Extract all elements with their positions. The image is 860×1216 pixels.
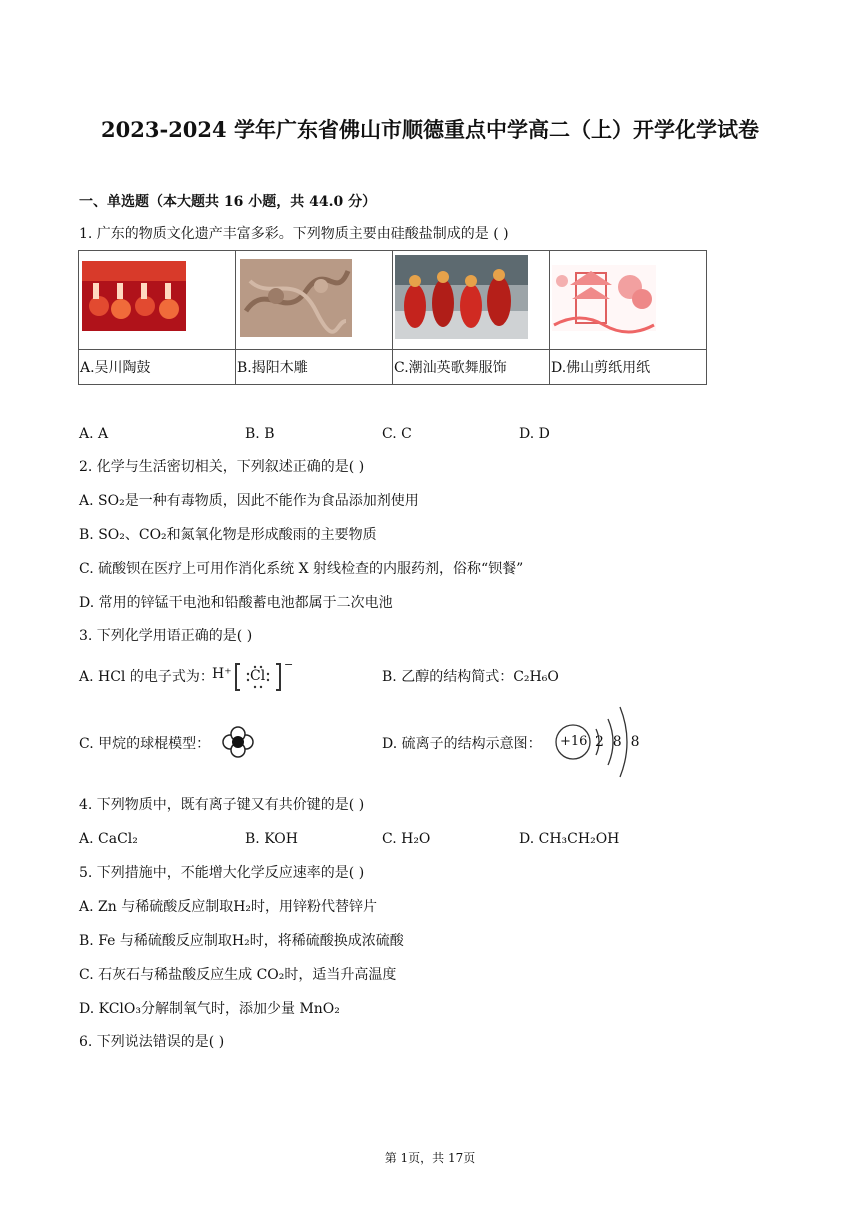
q5-option-a: A. Zn 与稀硫酸反应制取H₂时，用锌粉代替锌片 [79, 899, 378, 915]
lewis-charge: − [284, 658, 294, 671]
q2-option-a: A. SO₂是一种有毒物质，因此不能作为食品添加剂使用 [79, 493, 419, 509]
image-cell-d [550, 251, 707, 350]
exam-title: 2023-2024 学年广东省佛山市顺德重点中学高二（上）开学化学试卷 [101, 117, 759, 142]
q1-option-d: D. D [519, 426, 550, 442]
q4-option-a: A. CaCl₂ [79, 831, 138, 847]
q5-option-d: D. KClO₃分解制氧气时，添加少量 MnO₂ [79, 1001, 340, 1017]
shell-electrons: 2 8 8 [595, 734, 640, 750]
q4-option-d: D. CH₃CH₂OH [519, 831, 620, 847]
nucleus-charge: +16 [560, 734, 588, 749]
question-2-stem: 2. 化学与生活密切相关，下列叙述正确的是( ) [79, 459, 365, 475]
question-1-image-table [78, 250, 707, 385]
caption-a: A.吴川陶鼓 [79, 350, 236, 385]
q2-option-d: D. 常用的锌锰干电池和铅酸蓄电池都属于二次电池 [79, 595, 393, 611]
sulfide-ion-structure-diagram [552, 703, 642, 781]
caption-d: D.佛山剪纸用纸 [550, 350, 707, 385]
caption-b: B.揭阳木雕 [236, 350, 393, 385]
lewis-h: H⁺ [212, 666, 232, 682]
question-3-stem: 3. 下列化学用语正确的是( ) [79, 628, 253, 644]
question-1-stem: 1. 广东的物质文化遗产丰富多彩。下列物质主要由硅酸盐制成的是 ( ) [79, 226, 509, 242]
q3-option-c: C. 甲烷的球棍模型： [79, 736, 211, 752]
q1-option-b: B. B [245, 426, 275, 442]
q3-option-b: B. 乙醇的结构简式：C₂H₆O [382, 669, 559, 685]
question-5-stem: 5. 下列措施中，不能增大化学反应速率的是( ) [79, 865, 365, 881]
q3-option-d: D. 硫离子的结构示意图： [382, 736, 542, 752]
question-4-stem: 4. 下列物质中，既有离子键又有共价键的是( ) [79, 797, 365, 813]
paper-cutting-image [550, 251, 705, 345]
q5-option-b: B. Fe 与稀硫酸反应制取H₂时，将稀硫酸换成浓硫酸 [79, 933, 404, 949]
drum-performance-image [79, 251, 234, 345]
hcl-electron-formula [212, 658, 294, 692]
q4-option-b: B. KOH [245, 831, 298, 847]
q3-option-a: A. HCl 的电子式为： [79, 669, 214, 685]
section-heading: 一、单选题（本大题共 16 小题，共 44.0 分） [79, 194, 377, 210]
lewis-cl: Cl [250, 668, 266, 684]
caption-c: C.潮汕英歌舞服饰 [393, 350, 550, 385]
q2-option-c: C. 硫酸钡在医疗上可用作消化系统 X 射线检查的内服药剂，俗称“钡餐” [79, 561, 524, 577]
page-footer: 第 1页，共 17页 [384, 1151, 476, 1165]
q1-option-c: C. C [382, 426, 412, 442]
q5-option-c: C. 石灰石与稀盐酸反应生成 CO₂时，适当升高温度 [79, 967, 397, 983]
methane-ball-stick-icon [221, 726, 255, 758]
q4-option-c: C. H₂O [382, 831, 431, 847]
yingge-dance-image [393, 251, 548, 345]
wood-carving-image [236, 251, 391, 345]
q2-option-b: B. SO₂、CO₂和氮氧化物是形成酸雨的主要物质 [79, 527, 377, 543]
image-cell-a [79, 251, 236, 350]
question-6-stem: 6. 下列说法错误的是( ) [79, 1034, 225, 1050]
q1-option-a: A. A [79, 426, 109, 442]
image-cell-c [393, 251, 550, 350]
image-cell-b [236, 251, 393, 350]
